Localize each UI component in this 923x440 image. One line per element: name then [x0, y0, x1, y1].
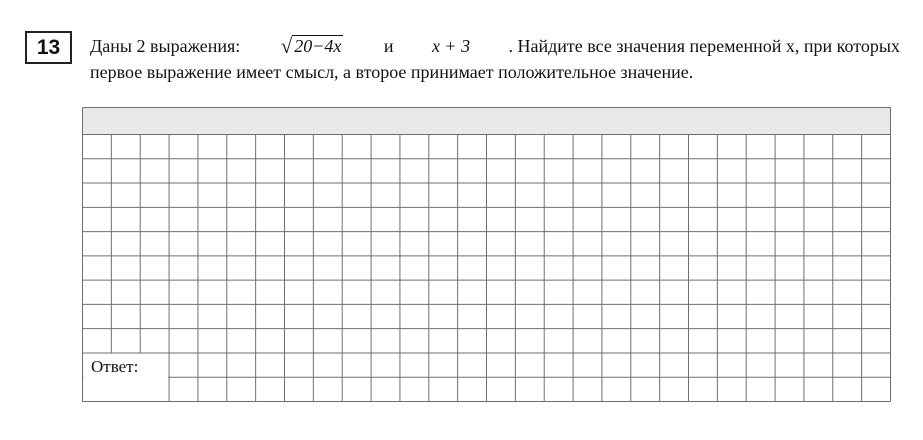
- grid-lines: [82, 107, 891, 402]
- task-number: 13: [25, 31, 72, 64]
- answer-label: Ответ:: [91, 357, 139, 376]
- expression-2: x + 3: [431, 36, 471, 56]
- question-part-1: . Найдите все значения переменной x, при которых: [508, 36, 900, 56]
- answer-grid[interactable]: [82, 107, 891, 402]
- task-line-2: первое выражение имеет смысл, а второе принимает положительное значение.: [90, 62, 694, 82]
- task-line-1: [90, 33, 900, 59]
- sqrt-expression: [281, 35, 344, 56]
- sqrt-sign-icon: √: [280, 34, 293, 58]
- task-statement: [90, 33, 900, 85]
- conjunction: и: [383, 36, 394, 56]
- task-intro: Даны 2 выражения:: [90, 36, 241, 56]
- radicand: 20−4x: [294, 36, 342, 56]
- grid-header-band: [83, 108, 891, 135]
